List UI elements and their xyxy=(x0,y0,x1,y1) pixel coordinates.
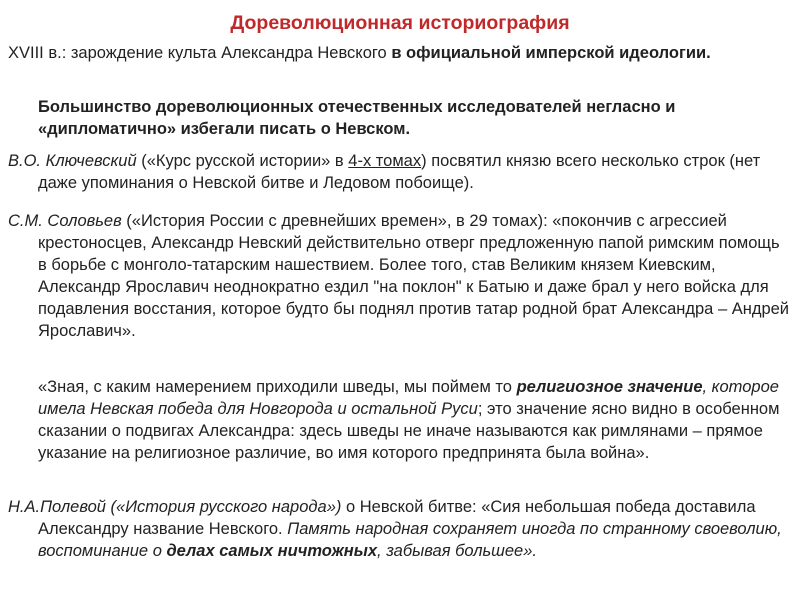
paragraph-majority-researchers xyxy=(8,96,792,140)
emphasis-text: Большинство дореволюционных отечественных исследователей негласно и «дипломатично» избегали писать о Невском. xyxy=(38,98,676,138)
italic-text: Память народная сохраняет иногда по странному своеволию, воспоминание о xyxy=(38,520,782,560)
paragraph-polevoy xyxy=(8,496,792,562)
emphasis-text: делах самых ничтожных xyxy=(166,542,378,560)
author-name: Н.А.Полевой («История русского народа») xyxy=(8,498,342,516)
italic-text: , которое имела Невская победа для Новгорода и остальной Руси xyxy=(38,378,779,418)
paragraph-text: («Курс русской истории» в xyxy=(136,152,349,170)
paragraph-text: ) посвятил князю всего несколько строк (нет даже упоминания о Невской битве и Ледовом побоище). xyxy=(38,152,761,192)
author-name: В.О. Ключевский xyxy=(8,152,137,170)
paragraph-text: ; это значение ясно видно в особенном сказании о подвигах Александра: здесь шведы не иначе называются как римлянами – прямое указание на религиозное различие, во имя которого предпринята была война». xyxy=(38,400,780,462)
page-title: Дореволюционная историография xyxy=(230,12,570,34)
paragraph-text: «Зная, с каким намерением приходили шведы, мы поймем то xyxy=(38,378,517,396)
paragraph-text: («История России с древнейших времен», в 29 томах): «покончив с агрессией крестоносцев, Александр Невский действительно отверг предложенную папой римским помощь в борьбе с монголо-татарским нашествием. Более того, став Великим князем Киевским, Александр Ярославич неоднократно ездил "на поклон" к Батыю и даже брал у него войска для подавления восстания, которое будто бы поднял против татар родной брат Александра – Андрей Ярославич». xyxy=(38,212,790,340)
paragraph-klyuchevsky xyxy=(8,150,792,194)
italic-text: , забывая большее». xyxy=(377,542,537,560)
paragraph-text: о Невской битве: «Сия небольшая победа доставила Александру название Невского. xyxy=(38,498,756,538)
paragraph-solovyov xyxy=(8,210,792,342)
author-name: С.М. Соловьев xyxy=(8,212,122,230)
paragraph-xviii-century xyxy=(8,42,792,64)
underlined-text: 4-х томах xyxy=(348,152,422,170)
emphasis-text: в официальной имперской идеологии. xyxy=(391,44,711,62)
paragraph-quote-swedes xyxy=(8,376,792,464)
paragraph-text: XVIII в.: зарождение культа Александра Невского xyxy=(8,44,392,62)
emphasis-text: религиозное значение xyxy=(516,378,703,396)
